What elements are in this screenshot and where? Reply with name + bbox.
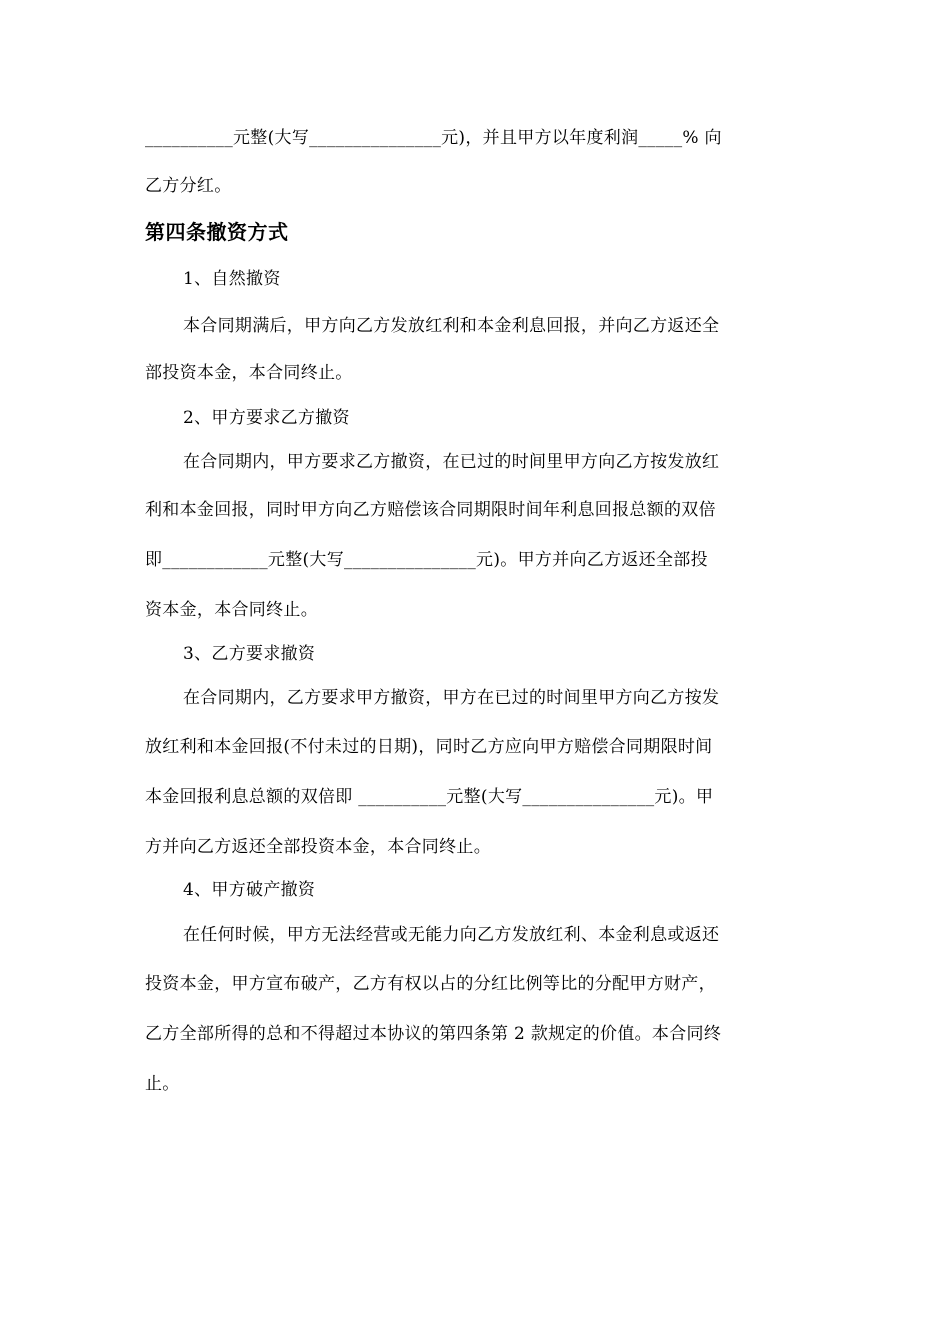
subsection-title: 1、自然撤资	[183, 269, 281, 289]
paragraph-line: 乙方分红。	[145, 176, 232, 196]
subsection-title: 4、甲方破产撤资	[183, 880, 316, 900]
paragraph-line: 利和本金回报，同时甲方向乙方赔偿该合同期限时间年利息回报总额的双倍	[145, 500, 716, 520]
paragraph-line: 本金回报利息总额的双倍即 __________元整(大写_______________元)。甲	[145, 787, 714, 807]
subsection-title: 3、乙方要求撤资	[183, 644, 316, 664]
paragraph-line: 即____________元整(大写_______________元)。甲方并向乙方返还全部投	[145, 550, 708, 570]
section-heading: 第四条撤资方式	[145, 220, 289, 244]
paragraph-line: 乙方全部所得的总和不得超过本协议的第四条第 2 款规定的价值。本合同终	[145, 1024, 722, 1044]
paragraph-line: 方并向乙方返还全部投资本金，本合同终止。	[145, 837, 491, 857]
paragraph-line: 本合同期满后，甲方向乙方发放红利和本金利息回报，并向乙方返还全	[183, 316, 720, 336]
paragraph-line: __________元整(大写_______________元)，并且甲方以年度利润_____% 向	[145, 128, 722, 148]
paragraph-line: 在任何时候，甲方无法经营或无能力向乙方发放红利、本金利息或返还	[183, 925, 720, 945]
subsection-title: 2、甲方要求乙方撤资	[183, 408, 350, 428]
paragraph-line: 部投资本金，本合同终止。	[145, 363, 353, 383]
paragraph-line: 在合同期内，乙方要求甲方撤资，甲方在已过的时间里甲方向乙方按发	[183, 688, 720, 708]
paragraph-line: 投资本金，甲方宣布破产，乙方有权以占的分红比例等比的分配甲方财产，	[145, 974, 716, 994]
paragraph-line: 在合同期内，甲方要求乙方撤资，在已过的时间里甲方向乙方按发放红	[183, 452, 720, 472]
paragraph-line: 放红利和本金回报(不付未过的日期)，同时乙方应向甲方赔偿合同期限时间	[145, 737, 713, 757]
paragraph-line: 资本金，本合同终止。	[145, 600, 318, 620]
paragraph-line: 止。	[145, 1074, 180, 1094]
